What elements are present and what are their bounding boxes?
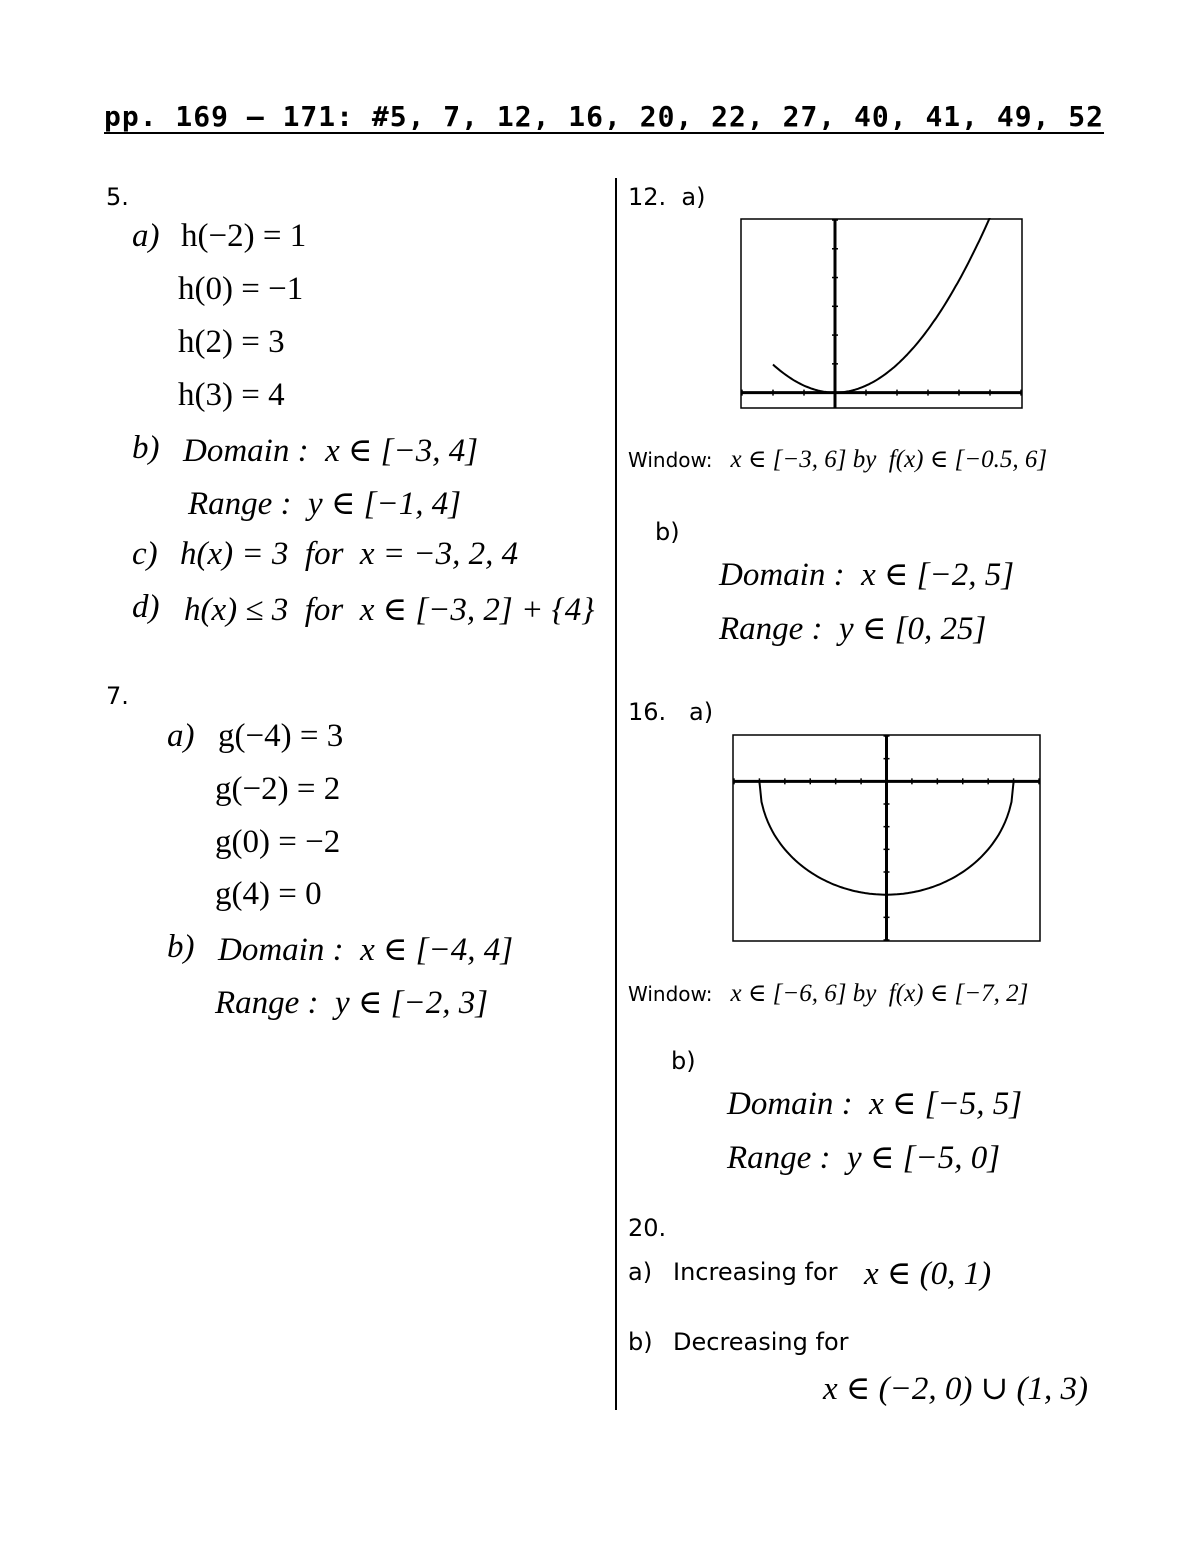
- problem-16-number: 16. a): [628, 698, 714, 726]
- problem-7a-line-3: g(0) = −2: [215, 824, 341, 860]
- problem-12b-domain: Domain : x ∈ [−2, 5]: [719, 557, 1015, 593]
- problem-5d-text: h(x) ≤ 3 for x ∈ [−3, 2] + {4}: [184, 592, 595, 628]
- problem-16b-domain: Domain : x ∈ [−5, 5]: [727, 1086, 1023, 1122]
- problem-20a-interval: x ∈ (0, 1): [864, 1256, 992, 1292]
- problem-5b-label: b): [132, 430, 160, 466]
- page-header: pp. 169 – 171: #5, 7, 12, 16, 20, 22, 27, 40, 41, 49, 52: [104, 100, 1105, 133]
- problem-12-window-range: x ∈ [−3, 6] by f(x) ∈ [−0.5, 6]: [730, 446, 1048, 473]
- problem-20b-interval: x ∈ (−2, 0) ∪ (1, 3): [823, 1371, 1088, 1407]
- problem-20-number: 20.: [628, 1214, 667, 1242]
- problem-5b-range: Range : y ∈ [−1, 4]: [188, 486, 462, 522]
- problem-20a-label: a): [628, 1258, 653, 1286]
- problem-16-window: [628, 978, 1028, 1008]
- column-divider: [615, 178, 617, 1410]
- function-curve: [773, 218, 990, 393]
- problem-16-window-range: x ∈ [−6, 6] by f(x) ∈ [−7, 2]: [730, 980, 1029, 1007]
- problem-16-window-label: Window:: [628, 982, 713, 1006]
- problem-7b-range: Range : y ∈ [−2, 3]: [215, 985, 489, 1021]
- problem-5a-line-1: h(−2) = 1: [181, 218, 307, 254]
- problem-20b-label: b): [628, 1328, 653, 1356]
- problem-12-window: [628, 444, 1047, 474]
- graph-frame: [741, 219, 1022, 408]
- problem-16b-label: b): [671, 1047, 696, 1075]
- problem-5a-line-4: h(3) = 4: [178, 377, 285, 413]
- problem-12b-label: b): [655, 518, 680, 546]
- problem-5a-line-3: h(2) = 3: [178, 324, 285, 360]
- problem-7b-domain: Domain : x ∈ [−4, 4]: [218, 932, 514, 968]
- problem-7b-label: b): [167, 929, 195, 965]
- problem-7-number: 7.: [106, 682, 129, 710]
- problem-5c-label: c): [132, 536, 158, 572]
- problem-12-graph: [740, 218, 1023, 409]
- problem-7a-line-4: g(4) = 0: [215, 876, 322, 912]
- problem-16b-range: Range : y ∈ [−5, 0]: [727, 1140, 1001, 1176]
- problem-7a-label: a): [167, 718, 195, 754]
- problem-16-graph: [732, 734, 1041, 942]
- problem-7a-line-1: g(−4) = 3: [218, 718, 344, 754]
- problem-5d-label: d): [132, 589, 160, 625]
- problem-12b-range: Range : y ∈ [0, 25]: [719, 611, 987, 647]
- problem-5a-line-2: h(0) = −1: [178, 271, 304, 307]
- problem-20b-text: Decreasing for: [673, 1328, 849, 1356]
- problem-5-number: 5.: [106, 183, 129, 211]
- problem-12-number: 12. a): [628, 183, 706, 211]
- problem-5a-label: a): [132, 218, 160, 254]
- problem-5c-text: h(x) = 3 for x = −3, 2, 4: [180, 536, 519, 572]
- problem-20a-text: Increasing for: [673, 1258, 838, 1286]
- problem-12-window-label: Window:: [628, 448, 713, 472]
- problem-7a-line-2: g(−2) = 2: [215, 771, 341, 807]
- problem-5b-domain: Domain : x ∈ [−3, 4]: [183, 433, 479, 469]
